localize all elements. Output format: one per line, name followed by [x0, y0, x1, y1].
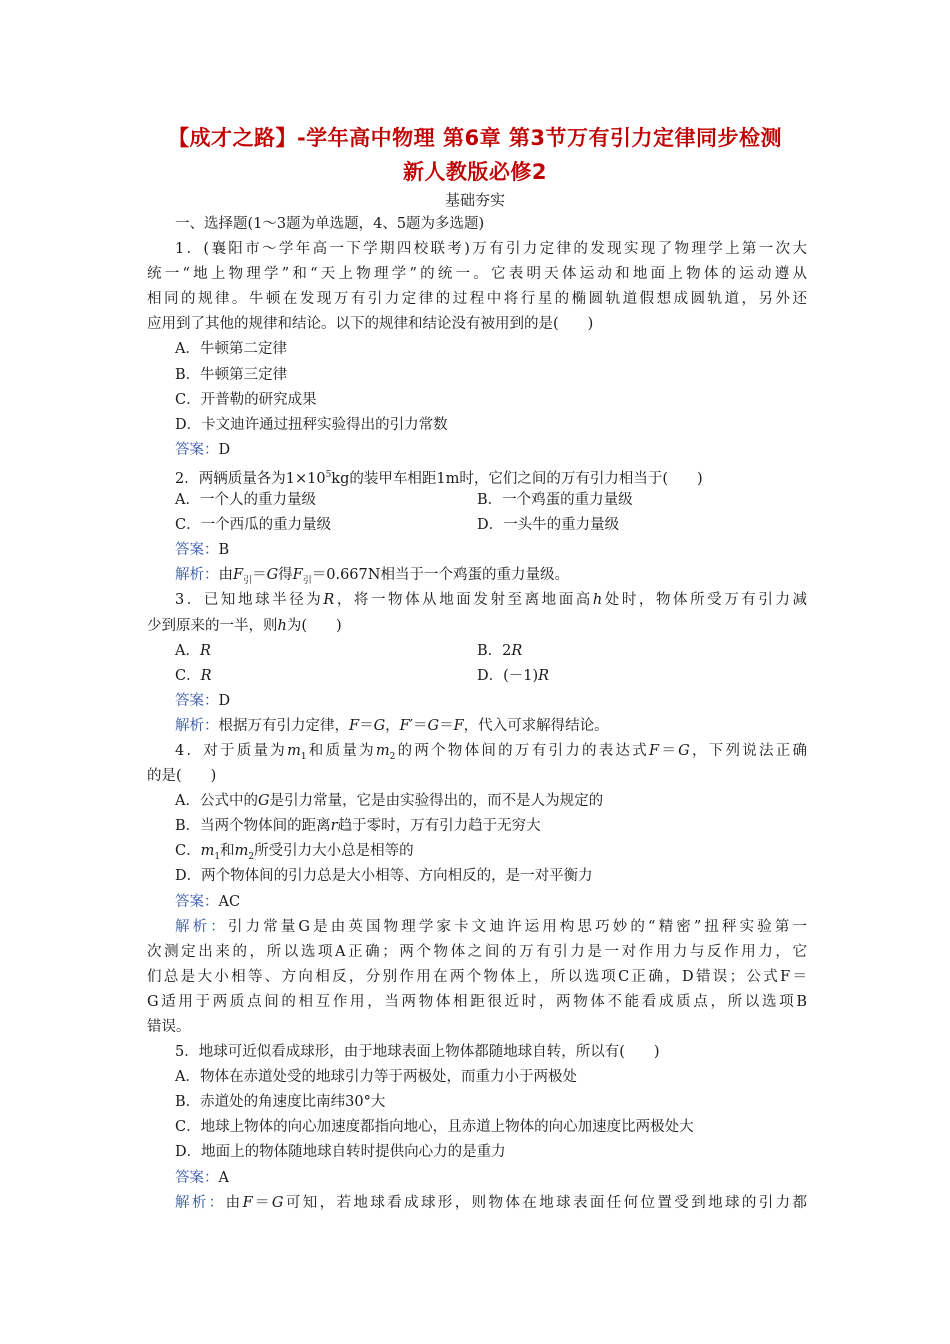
q4-stem-line2: 的是( ) — [147, 768, 217, 785]
q1-stem-line: 统一“地上物理学”和“天上物理学”的统一。它表明天体运动和地面上物体的运动遵从 — [147, 266, 807, 283]
text: 的两个物体间的万有引力的表达式 — [395, 742, 650, 759]
q5-answer-value: A — [218, 1169, 229, 1186]
subscript: 1 — [300, 751, 307, 762]
document-title-line2: 新人教版必修2 — [402, 160, 548, 184]
text: 3．已知地球半径为 — [175, 592, 324, 609]
symbol: G — [427, 717, 440, 734]
analysis-label: 解析： — [175, 918, 228, 935]
symbol: R — [200, 667, 212, 684]
q4-analysis-line: 次测定出来的，所以选项A正确；两个物体之间的万有引力是一对作用力与反作用力，它 — [147, 943, 807, 960]
symbol: h — [277, 617, 287, 634]
q4-analysis-line — [147, 915, 807, 940]
text: 由 — [218, 567, 233, 584]
q1-option-b: B．牛顿第三定律 — [175, 366, 288, 383]
symbol: F — [649, 742, 660, 759]
text: A．公式中的 — [175, 793, 258, 810]
symbol: R — [538, 667, 550, 684]
symbol: G — [678, 742, 690, 759]
text: 引力常量G是由英国物理学家卡文迪许运用构思巧妙的“精密”扭秤实验第一 — [227, 918, 807, 935]
text: ′＝ — [409, 717, 428, 734]
q4-analysis-line: 们总是大小相等、方向相反，分别作用在两个物体上，所以选项C正确，D错误；公式F＝ — [147, 968, 807, 985]
text: ＝ — [359, 717, 374, 734]
q1-stem-line: 相同的规律。牛顿在发现万有引力定律的过程中将行星的椭圆轨道假想成圆轨道，另外还 — [147, 291, 807, 308]
analysis-label: 解析： — [175, 1194, 226, 1211]
symbol: G — [266, 567, 279, 584]
q3-options-row — [147, 664, 807, 689]
text: ， — [385, 717, 400, 734]
symbol: F — [399, 717, 410, 734]
text: 所受引力大小总是相等的 — [254, 843, 414, 860]
q4-option-b — [147, 814, 807, 839]
symbol: F — [242, 1194, 253, 1211]
symbol: F — [349, 717, 360, 734]
text: 为( ) — [286, 617, 342, 634]
answer-label: 答案： — [175, 1169, 219, 1186]
text: B．2 — [477, 642, 512, 659]
text: ＝ — [252, 1194, 272, 1211]
document-body — [147, 212, 807, 1216]
part-heading: 一、选择题(1～3题为单选题，4、5题为多选题) — [175, 216, 485, 232]
symbol: m — [287, 742, 301, 759]
q3-analysis — [147, 714, 807, 739]
q2-stem-text: 2．两辆质量各为1×10 — [175, 470, 326, 487]
q5-option-a: A．物体在赤道处受的地球引力等于两极处，而重力小于两极处 — [175, 1069, 577, 1086]
answer-label: 答案： — [175, 692, 219, 709]
symbol: R — [511, 642, 523, 659]
q2-stem — [147, 463, 807, 488]
text: 处时，物体所受万有引力减 — [602, 592, 807, 609]
text: ＝ — [659, 742, 679, 759]
q1-stem-line: 应用到了其他的规律和结论。以下的规律和结论没有被用到的是( ) — [147, 316, 594, 333]
text: 趋于零时，万有引力趋于无穷大 — [337, 818, 541, 835]
q4-analysis-line: 错误。 — [147, 1019, 191, 1035]
q4-stem-line1 — [147, 739, 807, 764]
q3-option-c — [147, 664, 477, 689]
symbol: F — [292, 567, 303, 584]
q4-option-c — [147, 839, 807, 864]
text: A． — [175, 642, 200, 659]
q2-stem-text: kg的装甲车相距1m时，它们之间的万有引力相当于( ) — [331, 470, 703, 487]
subscript: 引 — [243, 576, 253, 587]
symbol: G — [271, 1194, 284, 1211]
document-title-line1: 【成才之路】-学年高中物理 第6章 第3节万有引力定律同步检测 — [167, 126, 783, 150]
symbol: G — [257, 793, 270, 810]
q5-analysis-line — [147, 1191, 807, 1216]
q1-option-c: C．开普勒的研究成果 — [175, 391, 317, 408]
q2-stem-exponent: 5 — [325, 469, 332, 480]
subscript: 引 — [302, 576, 312, 587]
symbol: G — [373, 717, 386, 734]
q1-option-a: A．牛顿第二定律 — [175, 341, 287, 358]
subscript: 1 — [214, 852, 221, 863]
q4-answer — [147, 890, 807, 915]
q3-option-a — [147, 639, 477, 664]
text: D．两个物体间的引力总是大小相等、方向相反的，是一对平衡力 — [175, 868, 593, 885]
q2-option-d: D．一头牛的重力量级 — [477, 517, 620, 534]
q2-analysis — [147, 563, 807, 588]
symbol: m — [234, 843, 249, 860]
text: ，下列说法正确 — [689, 742, 807, 759]
text: 4．对于质量为 — [175, 742, 288, 759]
q4-option-a — [147, 789, 807, 814]
q3-answer — [147, 689, 807, 714]
q2-options-row — [147, 488, 807, 513]
symbol: R — [199, 642, 211, 659]
text: 可知，若地球看成球形，则物体在地球表面任何位置受到地球的引力都 — [283, 1194, 807, 1211]
q1-answer — [147, 438, 807, 463]
text: 和质量为 — [306, 742, 376, 759]
subscript: 2 — [248, 852, 255, 863]
q2-option-a: A．一个人的重力量级 — [175, 492, 316, 509]
symbol: F — [453, 717, 464, 734]
q2-option-c: C．一个西瓜的重力量级 — [175, 517, 332, 534]
symbol: m — [375, 742, 390, 759]
answer-label: 答案： — [175, 441, 219, 458]
q1-option-d: D．卡文迪许通过扭秤实验得出的引力常数 — [175, 416, 448, 433]
text: ＝ — [252, 567, 267, 584]
symbol: F — [233, 567, 244, 584]
symbol: m — [200, 843, 215, 860]
q1-stem-line: 1．(襄阳市～学年高一下学期四校联考)万有引力定律的发现实现了物理学上第一次大 — [175, 241, 807, 258]
text: 根据万有引力定律， — [218, 717, 349, 734]
text: ＝0.667N相当于一个鸡蛋的重力量级。 — [311, 567, 569, 584]
q1-answer-value: D — [218, 441, 231, 458]
q4-answer-value: AC — [218, 893, 241, 910]
text: ＝ — [439, 717, 454, 734]
q3-options-row — [147, 639, 807, 664]
section-title: 基础夯实 — [444, 191, 505, 209]
q5-option-b: B．赤道处的角速度比南纬30°大 — [175, 1094, 386, 1111]
q2-option-b: B．一个鸡蛋的重力量级 — [477, 492, 633, 509]
analysis-label: 解析： — [175, 717, 219, 734]
q5-answer — [147, 1166, 807, 1191]
q4-option-d — [147, 864, 807, 889]
q3-stem-line1 — [147, 588, 807, 613]
q5-option-c: C．地球上物体的向心加速度都指向地心，且赤道上物体的向心加速度比两极处大 — [175, 1119, 694, 1136]
q5-stem: 5．地球可近似看成球形，由于地球表面上物体都随地球自转，所以有( ) — [175, 1044, 660, 1061]
q3-option-d — [477, 664, 807, 689]
q4-analysis-line: G适用于两质点间的相互作用，当两物体相距很近时，两物体不能看成质点，所以选项B — [147, 993, 807, 1010]
text: 得 — [278, 567, 293, 584]
analysis-label: 解析： — [175, 567, 219, 584]
q5-option-d: D．地面上的物体随地球自转时提供向心力的是重力 — [175, 1144, 506, 1161]
q3-answer-value: D — [218, 692, 231, 709]
q2-answer — [147, 538, 807, 563]
answer-label: 答案： — [175, 893, 219, 910]
text: C． — [175, 843, 201, 860]
q3-stem-line2 — [147, 614, 807, 639]
text: 是引力常量，它是由实验得出的，而不是人为规定的 — [269, 793, 604, 810]
answer-label: 答案： — [175, 542, 219, 559]
text: D．(－1) — [477, 667, 539, 684]
symbol: r — [330, 818, 338, 835]
q2-options-row — [147, 513, 807, 538]
q3-option-b — [477, 639, 807, 664]
text: B．当两个物体间的距离 — [175, 818, 331, 835]
text: ，代入可求解得结论。 — [463, 717, 609, 734]
symbol: R — [323, 592, 335, 609]
text: 少到原来的一半，则 — [147, 617, 278, 634]
text: ，将一物体从地面发射至离地面高 — [334, 592, 593, 609]
text: 和 — [220, 843, 235, 860]
symbol: h — [592, 592, 603, 609]
subscript: 2 — [389, 751, 396, 762]
text: C． — [175, 667, 201, 684]
q2-answer-value: B — [218, 542, 230, 559]
text: 由 — [225, 1194, 243, 1211]
